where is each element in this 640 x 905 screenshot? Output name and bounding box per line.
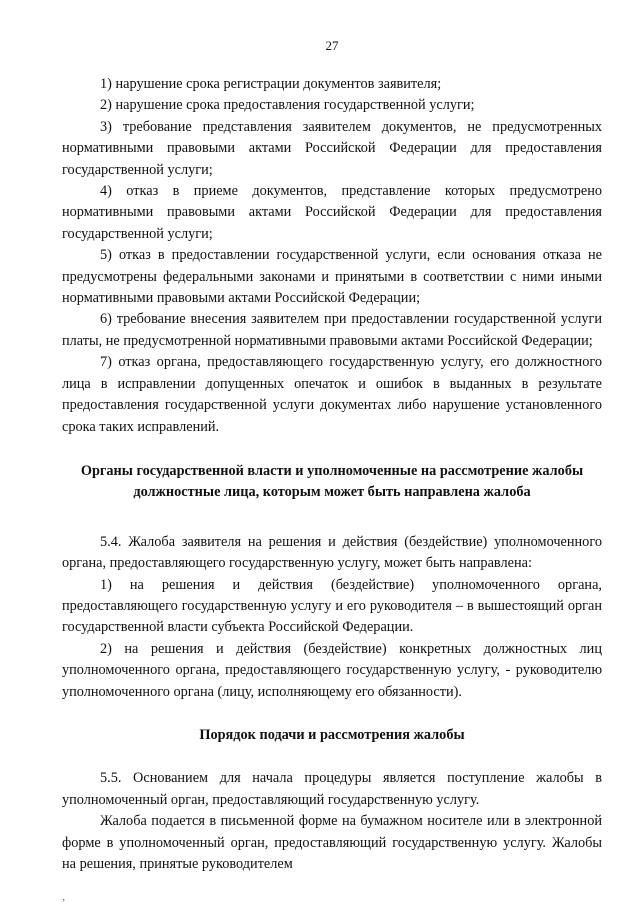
paragraph: 5.4. Жалоба заявителя на решения и действия (бездействие) уполномоченного органа, предоставляющего государственную услугу, может быть направлена: [62, 533, 602, 572]
section-heading-complaint-procedure: Порядок подачи и рассмотрения жалобы [199, 726, 465, 743]
list-item: 6) требование внесения заявителем при предоставлении государственной услуги платы, не предусмотренной нормативными правовыми актами Российской Федерации; [62, 311, 602, 349]
list-item: 3) требование представления заявителем документов, не предусмотренных нормативными правовыми актами Российской Федерации для предоставления государственной услуги; [62, 118, 602, 178]
list-item: 4) отказ в приеме документов, представление которых предусмотрено нормативными правовыми актами Российской Федерации для предоставления государственной услуги; [62, 183, 602, 242]
paragraph: 2) на решения и действия (бездействие) конкретных должностных лиц уполномоченного органа, предоставляющего государственную услугу, - руководителю уполномоченного органа (лицу, исполняющему его обязанности). [62, 640, 602, 700]
paragraph: 5.5. Основанием для начала процедуры является поступление жалобы в уполномоченный орган, предоставляющий государственную услугу. [62, 770, 602, 808]
list-item: 5) отказ в предоставлении государственной услуги, если основания отказа не предусмотрены федеральными законами и принятыми в соответствии с ними иными нормативными правовыми актами Российской Федерации; [62, 247, 602, 307]
list-item: 7) отказ органа, предоставляющего государственную услугу, его должностного лица в исправлении допущенных опечаток и ошибок в выданных в результате предоставления государственной услуги документах либо нарушение установленного срока таких исправлений. [62, 354, 602, 435]
paragraph: Жалоба подается в письменной форме на бумажном носителе или в электронной форме в уполномоченный орган, предоставляющий государственную услугу. Жалобы на решения, принятые руководителем [62, 813, 602, 872]
paragraph: 1) на решения и действия (бездействие) уполномоченного органа, предоставляющего государственную услугу и его руководителя – в вышестоящий орган государственной власти субъекта Российской Федерации. [62, 576, 602, 636]
section-complaint-recipients [62, 532, 602, 703]
list-item: 1) нарушение срока регистрации документов заявителя; [100, 76, 442, 92]
page-number: 27 [325, 38, 339, 53]
section-complaint-procedure [62, 768, 602, 875]
section-heading-complaint-recipients: Органы государственной власти и уполномоченные на рассмотрение жалобы должностные лица, которым может быть направлена жалоба [80, 462, 584, 501]
list-item: 2) нарушение срока предоставления государственной услуги; [100, 97, 475, 114]
violation-list [62, 74, 602, 438]
scan-mark: ‚ [62, 892, 66, 903]
